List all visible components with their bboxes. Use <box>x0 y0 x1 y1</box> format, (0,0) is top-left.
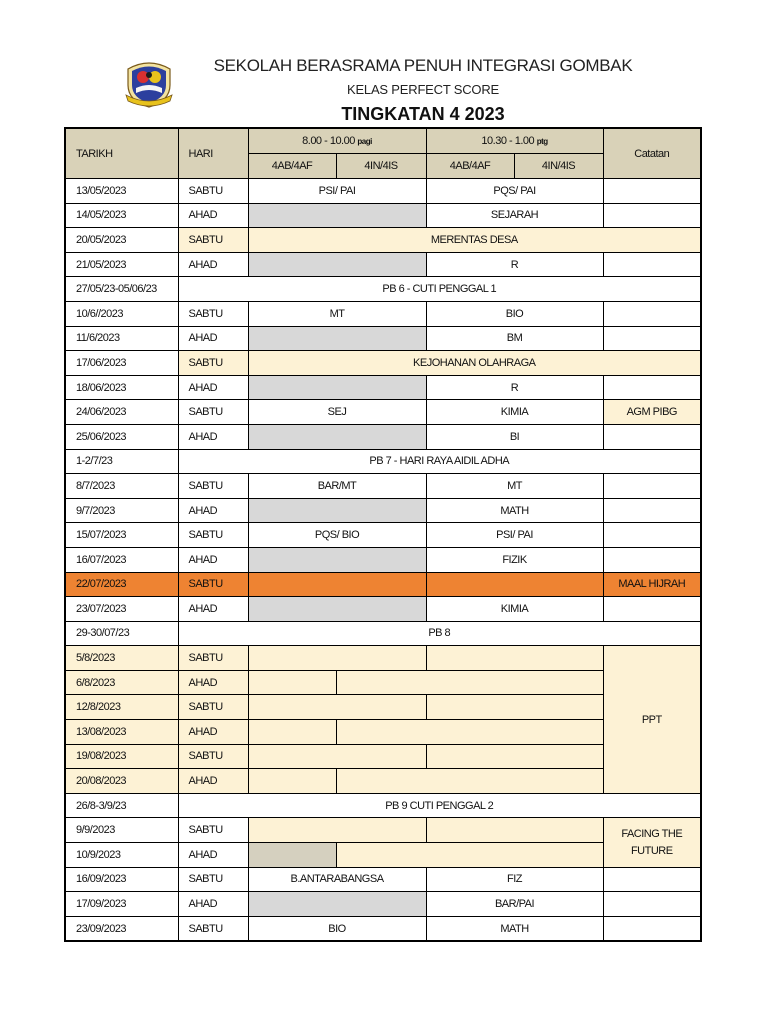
slot-rest-cell <box>336 843 603 868</box>
slot2-cell: PSI/ PAI <box>426 523 603 548</box>
table-row <box>65 916 701 941</box>
header-slot1 <box>248 128 426 154</box>
slot1-cell <box>248 375 426 400</box>
slot1-cell <box>248 818 426 843</box>
note-cell <box>603 597 701 622</box>
slot1-cell <box>248 252 426 277</box>
table-row <box>65 277 701 302</box>
note-cell <box>603 252 701 277</box>
date-cell: 8/7/2023 <box>65 474 178 499</box>
note-cell <box>603 203 701 228</box>
note-cell <box>603 547 701 572</box>
day-cell: SABTU <box>178 744 248 769</box>
table-row <box>65 474 701 499</box>
slot1-cell <box>248 203 426 228</box>
slot1-cell: B.ANTARABANGSA <box>248 867 426 892</box>
table-row <box>65 375 701 400</box>
day-cell: AHAD <box>178 597 248 622</box>
note-cell <box>603 867 701 892</box>
date-cell: 1-2/7/23 <box>65 449 178 474</box>
date-cell: 15/07/2023 <box>65 523 178 548</box>
table-row <box>65 228 701 253</box>
date-cell: 20/08/2023 <box>65 769 178 794</box>
date-cell: 13/08/2023 <box>65 720 178 745</box>
header-catatan: Catatan <box>603 128 701 179</box>
slot1-suffix: pagi <box>357 137 372 146</box>
day-cell: SABTU <box>178 818 248 843</box>
date-cell: 19/08/2023 <box>65 744 178 769</box>
facing-line2: FUTURE <box>630 844 673 857</box>
header-slot2 <box>426 128 603 154</box>
date-cell: 22/07/2023 <box>65 572 178 597</box>
day-cell: AHAD <box>178 547 248 572</box>
note-cell <box>603 326 701 351</box>
slot1-cell: PSI/ PAI <box>248 179 426 204</box>
slot1-cell <box>248 892 426 917</box>
date-cell: 10/6//2023 <box>65 301 178 326</box>
day-cell: AHAD <box>178 424 248 449</box>
slot2-cell: PQS/ PAI <box>426 179 603 204</box>
slot1-cell: SEJ <box>248 400 426 425</box>
table-row <box>65 818 701 843</box>
day-cell: SABTU <box>178 351 248 376</box>
date-cell: 14/05/2023 <box>65 203 178 228</box>
day-cell: SABTU <box>178 646 248 671</box>
slot2-cell <box>426 744 603 769</box>
slot1-cell <box>248 326 426 351</box>
table-row <box>65 621 701 646</box>
table-row <box>65 449 701 474</box>
day-cell: AHAD <box>178 892 248 917</box>
date-cell: 24/06/2023 <box>65 400 178 425</box>
note-cell: AGM PIBG <box>603 400 701 425</box>
date-cell: 29-30/07/23 <box>65 621 178 646</box>
slot2-cell: BIO <box>426 301 603 326</box>
slot1-cell <box>248 572 426 597</box>
date-cell: 16/09/2023 <box>65 867 178 892</box>
slot2-cell: BI <box>426 424 603 449</box>
table-row <box>65 301 701 326</box>
day-cell: AHAD <box>178 252 248 277</box>
note-cell <box>603 474 701 499</box>
date-cell: 25/06/2023 <box>65 424 178 449</box>
note-cell <box>603 375 701 400</box>
slot1-cell <box>248 424 426 449</box>
slot1-cell: PQS/ BIO <box>248 523 426 548</box>
slot2-cell: FIZIK <box>426 547 603 572</box>
break-event-cell: PB 8 <box>178 621 701 646</box>
header-slot1-group-a: 4AB/4AF <box>248 154 336 179</box>
day-cell: SABTU <box>178 695 248 720</box>
date-cell: 6/8/2023 <box>65 670 178 695</box>
slot2-cell <box>426 572 603 597</box>
date-cell: 18/06/2023 <box>65 375 178 400</box>
day-cell: AHAD <box>178 375 248 400</box>
table-row <box>65 867 701 892</box>
date-cell: 10/9/2023 <box>65 843 178 868</box>
slot1-cell <box>248 695 426 720</box>
school-name: SEKOLAH BERASRAMA PENUH INTEGRASI GOMBAK <box>213 56 633 75</box>
table-row <box>65 523 701 548</box>
date-cell: 5/8/2023 <box>65 646 178 671</box>
note-cell <box>603 179 701 204</box>
break-event-cell: PB 9 CUTI PENGGAL 2 <box>178 793 701 818</box>
slot1a-cell <box>248 769 336 794</box>
date-cell: 21/05/2023 <box>65 252 178 277</box>
slot2-suffix: ptg <box>536 137 548 146</box>
slot-rest-cell <box>336 720 603 745</box>
header-slot2-group-b: 4IN/4IS <box>514 154 603 179</box>
table-row <box>65 203 701 228</box>
table-row <box>65 646 701 671</box>
table-row <box>65 424 701 449</box>
date-cell: 20/05/2023 <box>65 228 178 253</box>
table-row <box>65 400 701 425</box>
note-cell <box>603 916 701 941</box>
table-row <box>65 326 701 351</box>
header-slot1-group-b: 4IN/4IS <box>336 154 426 179</box>
day-cell: SABTU <box>178 916 248 941</box>
day-cell: AHAD <box>178 843 248 868</box>
page-subtitle: KELAS PERFECT SCORE <box>346 82 499 97</box>
day-cell: AHAD <box>178 203 248 228</box>
table-row <box>65 547 701 572</box>
slot2-cell: BAR/PAI <box>426 892 603 917</box>
slot2-cell: KIMIA <box>426 400 603 425</box>
slot2-cell: MATH <box>426 916 603 941</box>
day-cell: SABTU <box>178 867 248 892</box>
note-facing-cell <box>603 818 701 867</box>
day-cell: AHAD <box>178 720 248 745</box>
day-cell: SABTU <box>178 400 248 425</box>
slot-rest-cell <box>336 769 603 794</box>
table-row <box>65 793 701 818</box>
table-row <box>65 572 701 597</box>
date-cell: 26/8-3/9/23 <box>65 793 178 818</box>
table-row <box>65 498 701 523</box>
slot1-cell <box>248 597 426 622</box>
date-cell: 27/05/23-05/06/23 <box>65 277 178 302</box>
event-span-cell: KEJOHANAN OLAHRAGA <box>248 351 701 376</box>
slot2-cell: BM <box>426 326 603 351</box>
facing-line1: FACING THE <box>621 827 683 840</box>
note-cell: MAAL HIJRAH <box>603 572 701 597</box>
date-cell: 23/09/2023 <box>65 916 178 941</box>
day-cell: SABTU <box>178 301 248 326</box>
day-cell: AHAD <box>178 326 248 351</box>
slot1a-cell <box>248 670 336 695</box>
day-cell: SABTU <box>178 523 248 548</box>
slot1a-cell <box>248 720 336 745</box>
note-cell <box>603 523 701 548</box>
slot-rest-cell <box>336 670 603 695</box>
break-event-cell: PB 6 - CUTI PENGGAL 1 <box>178 277 701 302</box>
date-cell: 16/07/2023 <box>65 547 178 572</box>
note-cell <box>603 301 701 326</box>
note-cell <box>603 498 701 523</box>
slot1-cell <box>248 498 426 523</box>
slot2-cell: MATH <box>426 498 603 523</box>
slot1a-cell <box>248 843 336 868</box>
break-event-cell: PB 7 - HARI RAYA AIDIL ADHA <box>178 449 701 474</box>
slot2-cell: R <box>426 252 603 277</box>
slot2-cell: SEJARAH <box>426 203 603 228</box>
school-crest-icon <box>122 55 176 109</box>
day-cell: SABTU <box>178 572 248 597</box>
page-title: TINGKATAN 4 2023 <box>341 104 505 124</box>
date-cell: 17/09/2023 <box>65 892 178 917</box>
note-cell <box>603 424 701 449</box>
slot1-cell: MT <box>248 301 426 326</box>
schedule-table <box>64 127 702 942</box>
slot2-cell <box>426 818 603 843</box>
slot1-cell <box>248 646 426 671</box>
table-row <box>65 179 701 204</box>
header-tarikh: TARIKH <box>65 128 178 179</box>
slot1-time: 8.00 - 10.00 <box>302 135 355 147</box>
day-cell: SABTU <box>178 179 248 204</box>
event-span-cell: MERENTAS DESA <box>248 228 701 253</box>
note-ppt-cell: PPT <box>603 646 701 794</box>
date-cell: 23/07/2023 <box>65 597 178 622</box>
table-row <box>65 892 701 917</box>
date-cell: 9/9/2023 <box>65 818 178 843</box>
header-slot2-group-a: 4AB/4AF <box>426 154 514 179</box>
slot2-cell <box>426 695 603 720</box>
slot1-cell <box>248 547 426 572</box>
day-cell: SABTU <box>178 474 248 499</box>
day-cell: AHAD <box>178 670 248 695</box>
slot2-time: 10.30 - 1.00 <box>481 135 535 147</box>
table-row <box>65 597 701 622</box>
slot2-cell: R <box>426 375 603 400</box>
slot2-cell <box>426 646 603 671</box>
day-cell: SABTU <box>178 228 248 253</box>
note-cell <box>603 892 701 917</box>
slot1-cell: BAR/MT <box>248 474 426 499</box>
table-row <box>65 252 701 277</box>
date-cell: 12/8/2023 <box>65 695 178 720</box>
slot1-cell <box>248 744 426 769</box>
table-row <box>65 351 701 376</box>
day-cell: AHAD <box>178 769 248 794</box>
slot2-cell: MT <box>426 474 603 499</box>
slot2-cell: KIMIA <box>426 597 603 622</box>
slot2-cell: FIZ <box>426 867 603 892</box>
date-cell: 9/7/2023 <box>65 498 178 523</box>
header-hari: HARI <box>178 128 248 179</box>
date-cell: 17/06/2023 <box>65 351 178 376</box>
day-cell: AHAD <box>178 498 248 523</box>
slot1-cell: BIO <box>248 916 426 941</box>
date-cell: 13/05/2023 <box>65 179 178 204</box>
date-cell: 11/6/2023 <box>65 326 178 351</box>
